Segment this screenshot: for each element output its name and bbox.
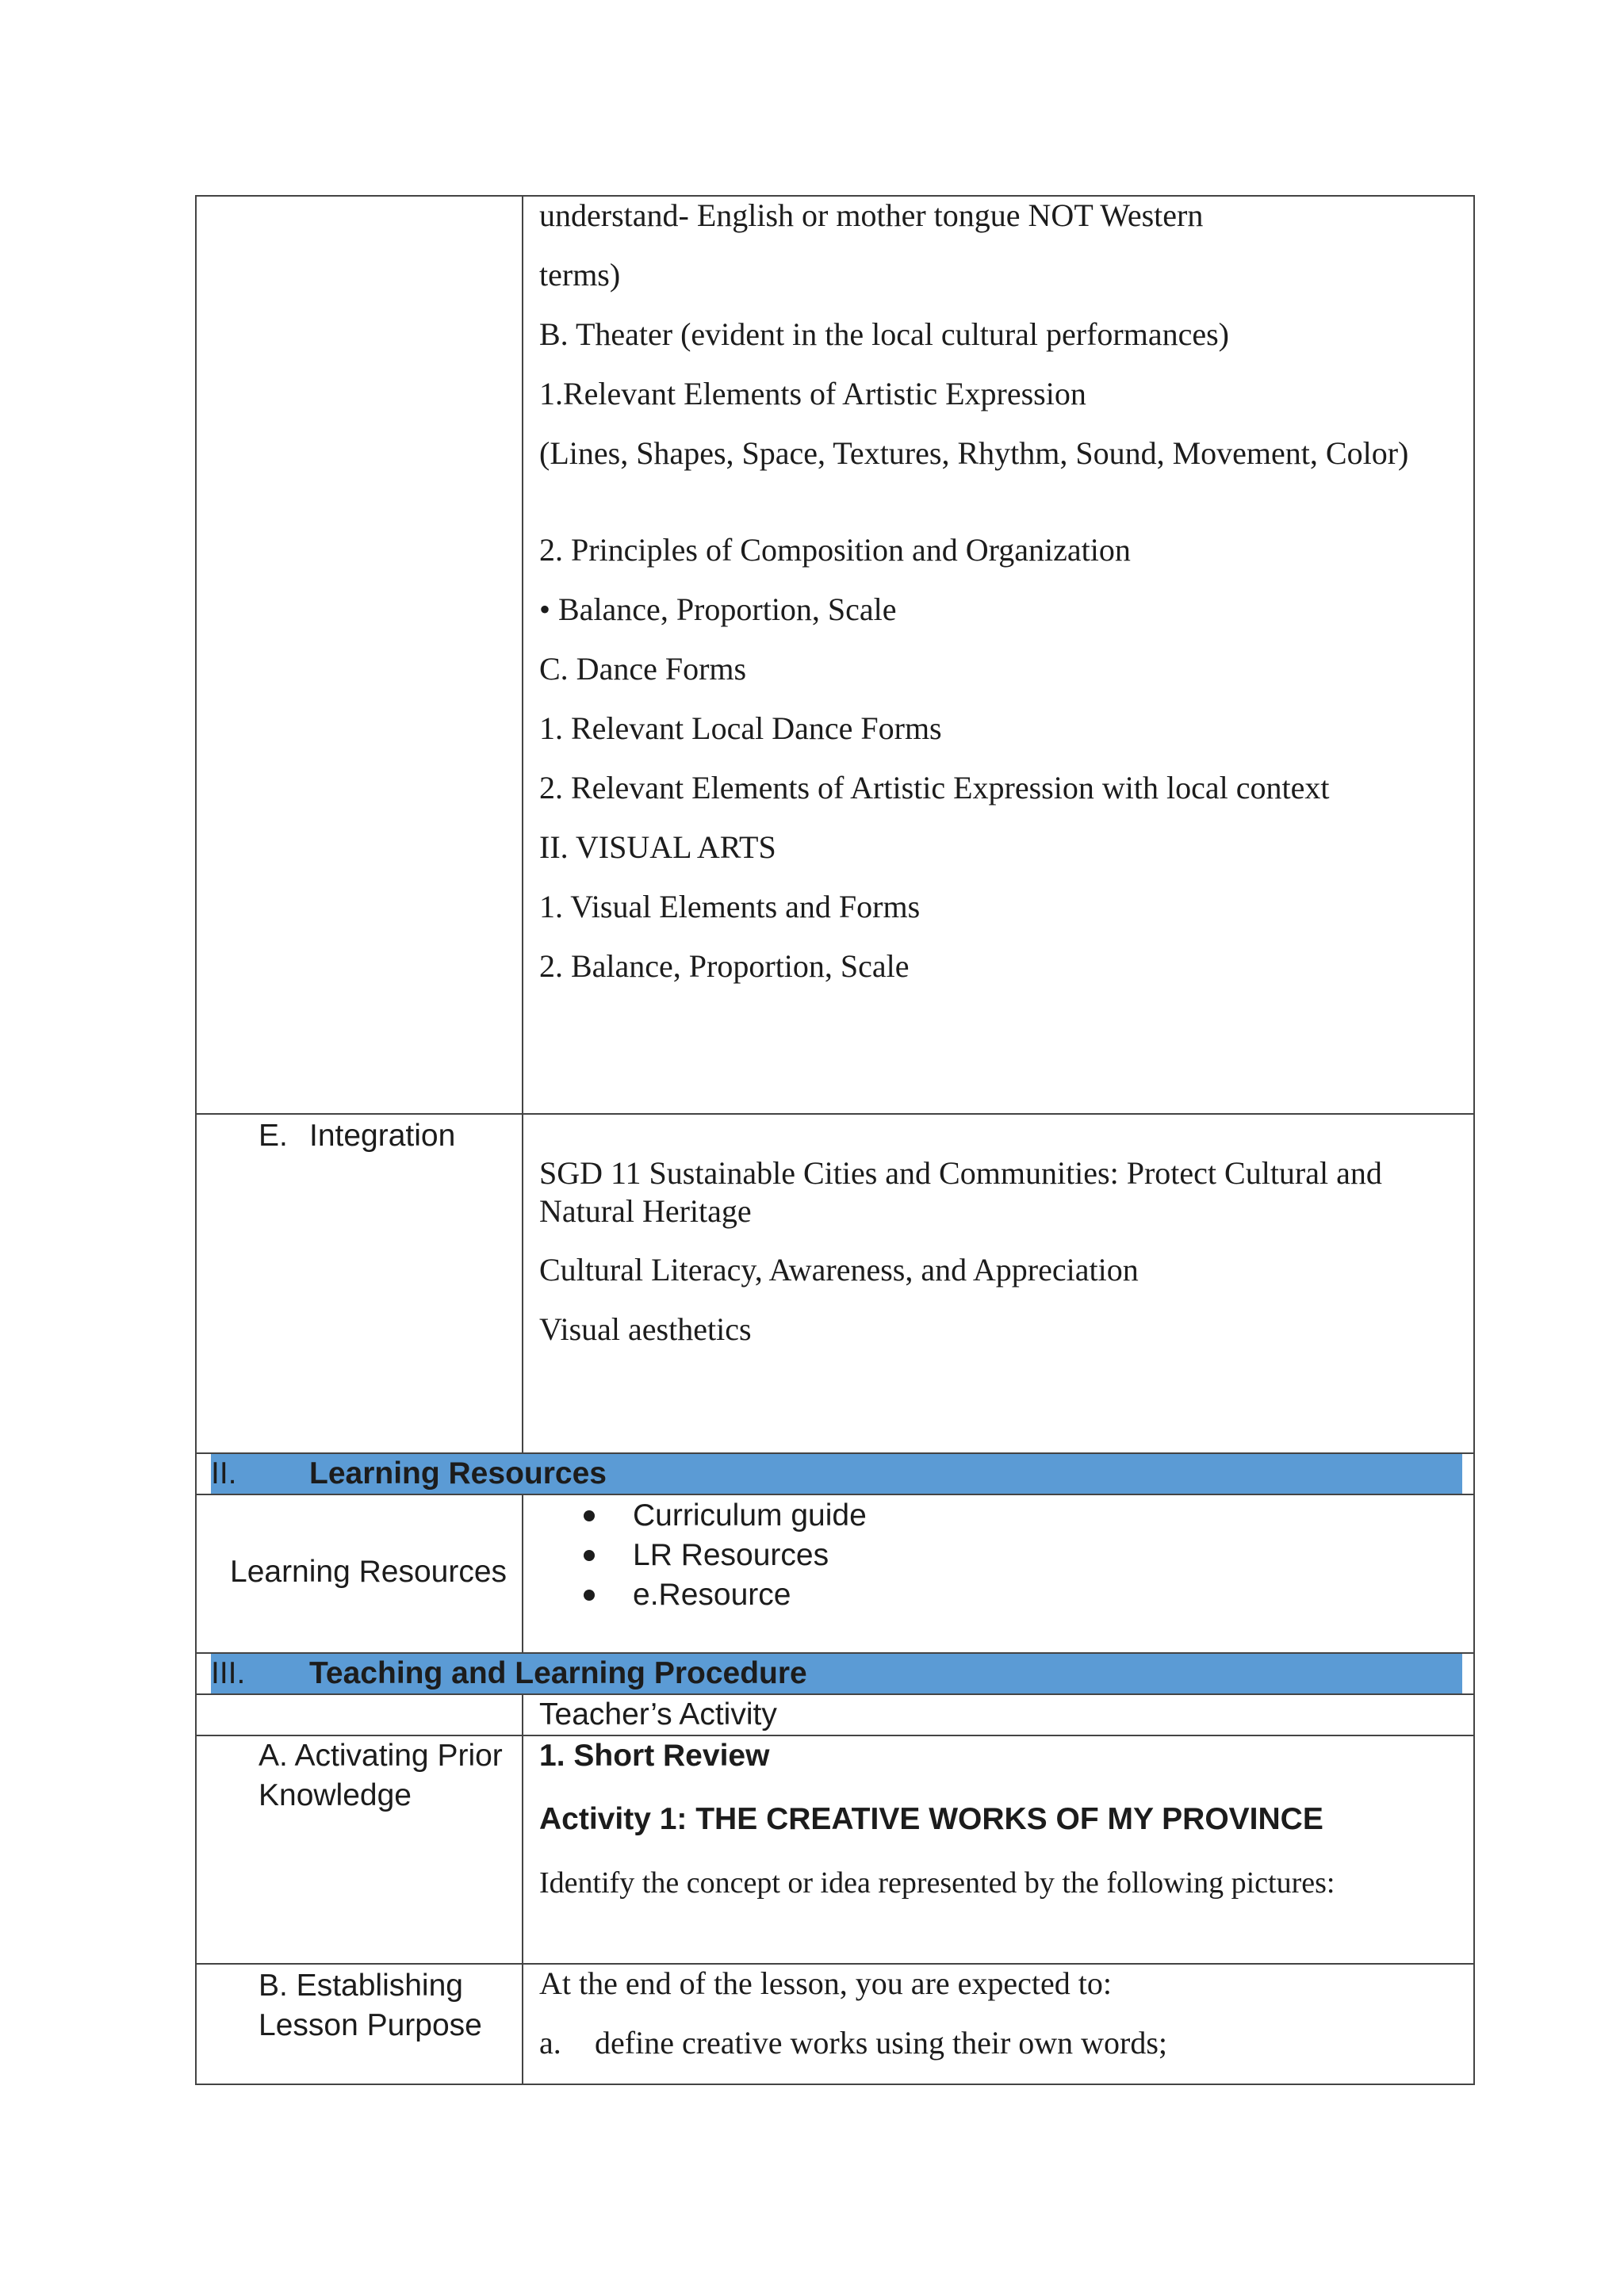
content-line: 1. Relevant Local Dance Forms (539, 710, 942, 746)
bullet-icon (584, 1550, 595, 1561)
row-divider (195, 1113, 1475, 1115)
content-line: 2. Principles of Composition and Organization (539, 532, 1131, 568)
content-line: 2. Relevant Elements of Artistic Expression with local context (539, 770, 1330, 806)
resource-item: e.Resource (633, 1578, 791, 1612)
content-line: terms) (539, 257, 621, 293)
purpose-intro: At the end of the lesson, you are expected to: (539, 1965, 1112, 2001)
content-line: (Lines, Shapes, Space, Textures, Rhythm, Sound, Movement, Color) (539, 435, 1409, 471)
column-divider (522, 1494, 523, 1654)
purpose-item-marker: a. (539, 2025, 561, 2061)
integration-line: Cultural Literacy, Awareness, and Appreciation (539, 1252, 1139, 1288)
table-border-bottom (195, 2084, 1475, 2085)
integration-letter: E. (259, 1119, 288, 1153)
row-divider (195, 1693, 1475, 1695)
short-review-heading: 1. Short Review (539, 1739, 770, 1773)
content-line: C. Dance Forms (539, 651, 747, 687)
section-title: Teaching and Learning Procedure (309, 1656, 807, 1690)
resource-item: Curriculum guide (633, 1498, 867, 1533)
content-line: 2. Balance, Proportion, Scale (539, 948, 910, 984)
table-border-right (1473, 195, 1475, 2085)
bullet-icon (584, 1510, 595, 1521)
activating-label: A. Activating Prior Knowledge (259, 1739, 503, 1812)
content-line: 1. Visual Elements and Forms (539, 889, 921, 924)
column-divider (522, 195, 523, 1454)
table-border-left (195, 195, 197, 2085)
section-numeral: III. (211, 1656, 246, 1690)
activity-instruction: Identify the concept or idea represented by the following pictures: (539, 1866, 1335, 1900)
resource-item: LR Resources (633, 1538, 829, 1572)
content-line: II. VISUAL ARTS (539, 829, 776, 865)
integration-label: Integration (309, 1119, 456, 1153)
integration-line: Visual aesthetics (539, 1311, 752, 1347)
bullet-icon (584, 1590, 595, 1601)
section-numeral: II. (211, 1456, 237, 1490)
purpose-item: define creative works using their own words; (595, 2025, 1168, 2061)
integration-line: SGD 11 Sustainable Cities and Communities: Protect Cultural and Natural Heritage (539, 1155, 1382, 1229)
learning-resources-label: Learning Resources (230, 1555, 508, 1589)
column-header: Teacher’s Activity (539, 1697, 777, 1732)
column-divider (522, 1693, 523, 2085)
content-line: • Balance, Proportion, Scale (539, 591, 897, 627)
establishing-label: B. Establishing Lesson Purpose (259, 1969, 482, 2042)
content-line: B. Theater (evident in the local cultural performances) (539, 316, 1229, 352)
lesson-plan-table (195, 195, 1475, 2085)
activity-title: Activity 1: THE CREATIVE WORKS OF MY PROVINCE (539, 1802, 1323, 1836)
content-line: 1.Relevant Elements of Artistic Expression (539, 376, 1086, 411)
row-divider (195, 1494, 1475, 1495)
section-title: Learning Resources (309, 1456, 607, 1490)
content-line: understand- English or mother tongue NOT Western (539, 197, 1204, 233)
